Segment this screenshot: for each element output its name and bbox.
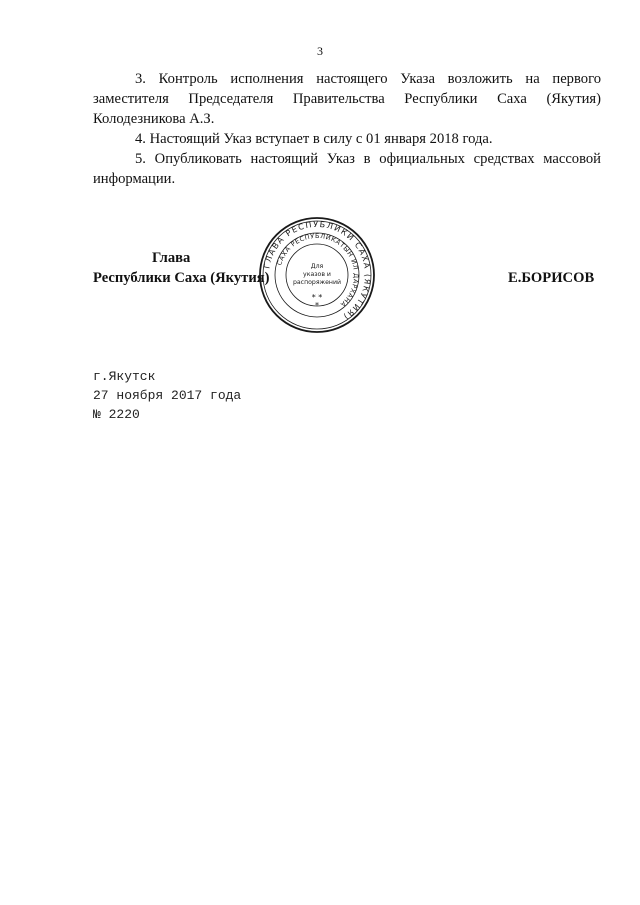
decree-number: № 2220 — [93, 407, 140, 422]
official-seal — [258, 216, 376, 334]
paragraph-5: 5. Опубликовать настоящий Указ в официальных средствах массовой информации. — [93, 151, 601, 187]
signatory-title-line-2: Республики Саха (Якутия) — [93, 270, 270, 286]
signatory-title-line-1: Глава — [152, 250, 191, 266]
place-and-date — [93, 367, 241, 424]
seal-inner-textpath: САХА РЕСПУБЛИКАТЫН ИЛ ДАРХАНА — [275, 231, 361, 309]
seal-center-line-1: Для — [310, 263, 324, 270]
seal-center-line-3: распоряжений — [292, 279, 342, 286]
decree-date: 27 ноября 2017 года — [93, 388, 242, 403]
seal-center-line-2: указов и — [303, 271, 331, 278]
seal-star-icon-bottom: * — [315, 301, 319, 310]
paragraph-3: 3. Контроль исполнения настоящего Указа возложить на первого заместителя Председателя Правительства Республики Саха (Якутия) Колодезникова А.З. — [93, 71, 601, 127]
city: г.Якутск — [93, 369, 156, 384]
page-number: 3 — [317, 44, 323, 58]
seal-outer-textpath: ГЛАВА РЕСПУБЛИКИ САХА (ЯКУТИЯ) — [262, 219, 373, 322]
signatory-name: Е.БОРИСОВ — [508, 270, 595, 286]
paragraph-4: 4. Настоящий Указ вступает в силу с 01 января 2018 года. — [135, 131, 493, 147]
seal-star-icon: * * — [311, 293, 323, 302]
